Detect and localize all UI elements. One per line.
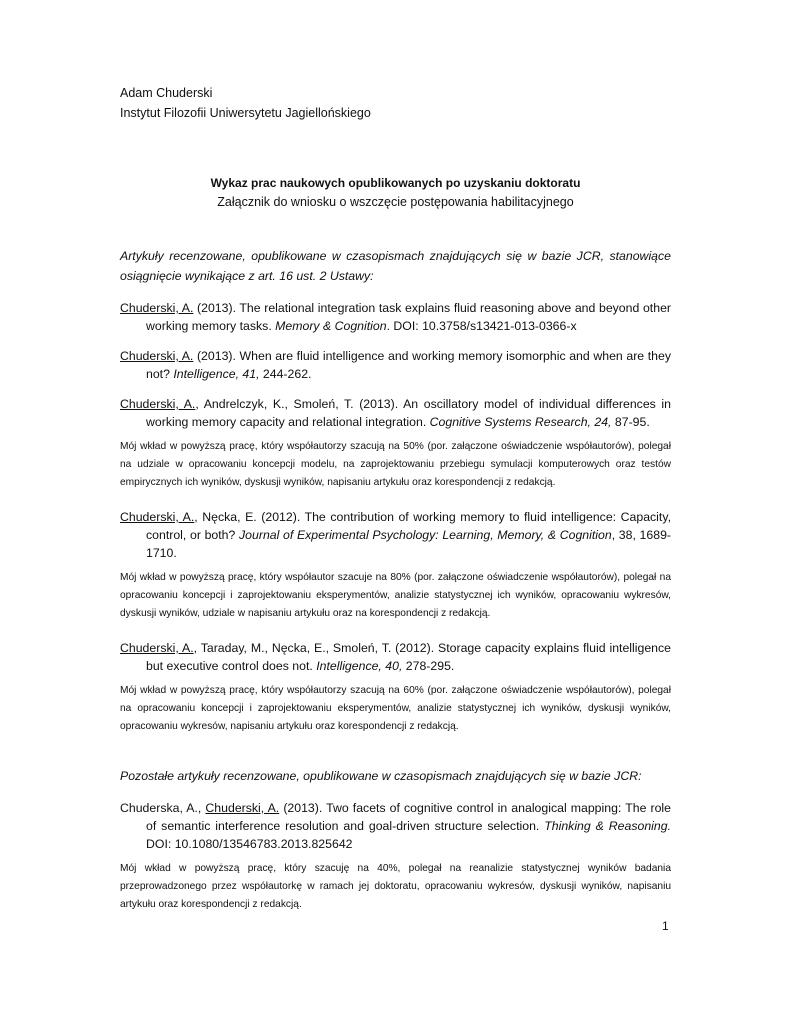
reference-text: , Taraday, M., Nęcka, E., Smoleń, T. (2012). Storage capacity explains fluid intelligence but executive control does not. <box>146 641 672 673</box>
reference-coauthor: Chuderska, A., <box>120 801 206 815</box>
reference-tail: 244-262. <box>259 367 312 381</box>
contribution-note: Mój wkład w powyższą pracę, który współautor szacuje na 80% (por. załączone oświadczenie współautorów), polegał na opracowaniu koncepcji i zaprojektowaniu eksperymentów, analizie statystycznej ich wyników, opracowaniu wykresów, dyskusji wyników, udziale w napisaniu artykułu oraz na korespondencji z redakcją. <box>120 572 671 619</box>
reference-item <box>120 299 671 335</box>
reference-journal: Cognitive Systems Research, 24, <box>429 415 612 429</box>
document-title: Wykaz prac naukowych opublikowanych po uzyskaniu doktoratu <box>210 176 581 190</box>
reference-author-underlined: Chuderski, A. <box>120 301 194 315</box>
reference-journal: Memory & Cognition <box>275 319 387 333</box>
reference-text: (2013). When are fluid intelligence and working memory isomorphic and when are they not? <box>146 349 671 381</box>
reference-author-underlined: Chuderski, A. <box>120 397 196 411</box>
title-block <box>120 174 671 212</box>
reference-tail: 278-295. <box>402 659 455 673</box>
reference-text: (2013). Two facets of cognitive control in analogical mapping: The role of semantic interference resolution and goal-driven structure selection. <box>146 801 671 833</box>
reference-author-underlined: Chuderski, A. <box>120 510 195 524</box>
reference-text: , Nęcka, E. (2012). The contribution of working memory to fluid intelligence: Capacity, control, or both? <box>146 510 671 542</box>
reference-text: (2013). The relational integration task explains fluid reasoning above and beyond other working memory tasks. <box>146 301 671 333</box>
contribution-note: Mój wkład w powyższą pracę, który szacuję na 40%, polegał na reanalizie statystycznej wyników badania przeprowadzonego przez współautorkę w ramach jej doktoratu, opracowaniu wykresów, dyskusji wyników, napisaniu artykułu oraz korespondencji z redakcją. <box>120 863 671 910</box>
section-heading-main: Artykuły recenzowane, opublikowane w czasopismach znajdujących się w bazie JCR, stanowiące osiągnięcie wynikające z art. 16 ust. 2 Ustawy: <box>120 249 671 283</box>
contribution-note: Mój wkład w powyższą pracę, który współautorzy szacują na 50% (por. załączone oświadczenie współautorów), polegał na udziale w opracowaniu koncepcji modelu, na zaprojektowaniu przebiegu symulacji komputerowych oraz testów empirycznych ich wyników, dyskusji wyników, napisaniu artykułu oraz korespondencji z redakcją. <box>120 441 671 488</box>
reference-journal: Intelligence, 40, <box>316 659 403 673</box>
reference-author-underlined: Chuderski, A. <box>205 801 280 815</box>
institution-name: Instytut Filozofii Uniwersytetu Jagiellońskiego <box>120 106 371 120</box>
reference-journal: Intelligence, 41, <box>173 367 260 381</box>
reference-tail: 87-95. <box>611 415 650 429</box>
author-name: Adam Chuderski <box>120 86 213 100</box>
document-subtitle: Załącznik do wniosku o wszczęcie postępowania habilitacyjnego <box>217 195 574 209</box>
reference-tail: DOI: 10.1080/13546783.2013.825642 <box>146 837 353 851</box>
document-page <box>120 83 671 914</box>
reference-item <box>120 347 671 383</box>
reference-item <box>120 799 671 853</box>
reference-tail: . DOI: 10.3758/s13421-013-0366-x <box>386 319 577 333</box>
reference-journal: Journal of Experimental Psychology: Learning, Memory, & Cognition <box>239 528 612 542</box>
reference-tail: , 38, 1689-1710. <box>146 528 671 560</box>
reference-item <box>120 395 671 431</box>
section-heading-other: Pozostałe artykuły recenzowane, opublikowane w czasopismach znajdujących się w bazie JCR: <box>120 769 642 783</box>
reference-item <box>120 639 671 675</box>
reference-item <box>120 508 671 562</box>
reference-journal: Thinking & Reasoning. <box>544 819 671 833</box>
reference-text: , Andrelczyk, K., Smoleń, T. (2013). An oscillatory model of individual differences in working memory capacity and relational integration. <box>146 397 672 429</box>
reference-author-underlined: Chuderski, A. <box>120 641 194 655</box>
reference-author-underlined: Chuderski, A. <box>120 349 194 363</box>
contribution-note: Mój wkład w powyższą pracę, który współautorzy szacują na 60% (por. załączone oświadczenie współautorów), polegał na opracowaniu koncepcji i zaprojektowaniu eksperymentów, analizie statystycznej ich wyników, dyskusji wyników, opracowaniu wykresów, napisaniu artykułu oraz korespondencji z redakcją. <box>120 685 671 732</box>
page-number: 1 <box>662 919 669 933</box>
